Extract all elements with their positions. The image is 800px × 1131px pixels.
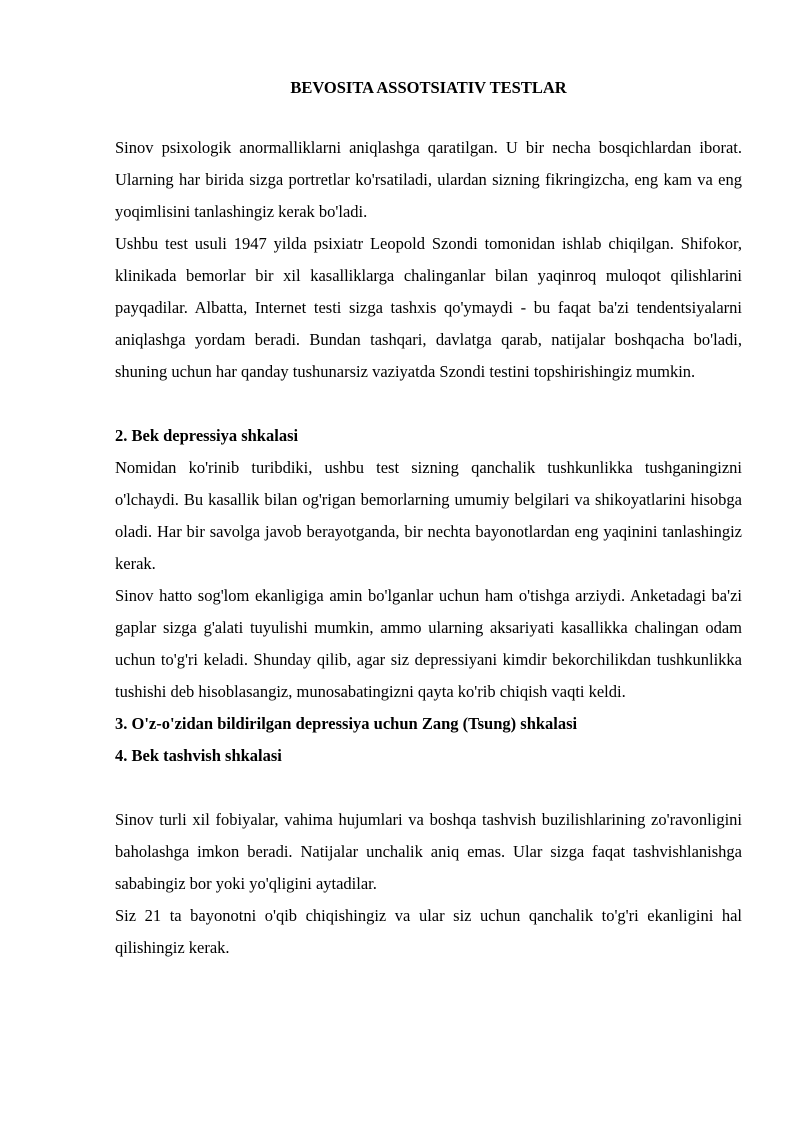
spacer bbox=[115, 772, 742, 804]
beck-depression-paragraph-2: Sinov hatto sog'lom ekanligiga amin bo'lganlar uchun ham o'tishga arziydi. Anketadagi ba'zi gaplar sizga g'alati tuyulishi mumkin, ammo ularning aksariyati kasallikka chalingan odam uchun to'g'ri keladi. Shunday qilib, agar siz depressiyani kimdir bekorchilikdan tushkunlikka tushishi deb hisoblasangiz, munosabatingizni qayta ko'rib chiqish vaqti keldi. bbox=[115, 586, 742, 701]
spacer bbox=[115, 388, 742, 420]
beck-depression-paragraph-1: Nomidan ko'rinib turibdiki, ushbu test sizning qanchalik tushkunlikka tushganingizni o'lchaydi. Bu kasallik bilan og'rigan bemorlarning umumiy belgilari va shikoyatlarini hisobga oladi. Har bir savolga javob berayotganda, bir nechta bayonotlardan eng yaqinini tanlashingiz kerak. bbox=[115, 458, 742, 573]
document-page bbox=[115, 76, 742, 964]
page-title: BEVOSITA ASSOTSIATIV TESTLAR bbox=[290, 78, 567, 97]
section-heading-beck-depression: 2. Bek depressiya shkalasi bbox=[115, 426, 299, 445]
intro-paragraph-2: Ushbu test usuli 1947 yilda psixiatr Leopold Szondi tomonidan ishlab chiqilgan. Shifokor, klinikada bemorlar bir xil kasalliklarga chalinganlar bilan yaqinroq muloqot qilishlarini payqadilar. Albatta, Internet testi sizga tashxis qo'ymaydi - bu faqat ba'zi tendentsiyalarni aniqlashga yordam beradi. Bundan tashqari, davlatga qarab, natijalar boshqacha bo'ladi, shuning uchun har qanday tushunarsiz vaziyatda Szondi testini topshirishingiz mumkin. bbox=[115, 234, 742, 381]
section-heading-zung: 3. O'z-o'zidan bildirilgan depressiya uchun Zang (Tsung) shkalasi bbox=[115, 714, 578, 733]
beck-anxiety-paragraph-2: Siz 21 ta bayonotni o'qib chiqishingiz va ular siz uchun qanchalik to'g'ri ekanligini hal qilishingiz kerak. bbox=[115, 906, 742, 957]
beck-anxiety-paragraph-1: Sinov turli xil fobiyalar, vahima hujumlari va boshqa tashvish buzilishlarining zo'ravonligini baholashga imkon beradi. Natijalar unchalik aniq emas. Ular sizga faqat tashvishlanishga sababingiz bor yoki yo'qligini aytadilar. bbox=[115, 810, 742, 893]
intro-paragraph-1: Sinov psixologik anormalliklarni aniqlashga qaratilgan. U bir necha bosqichlardan iborat. Ularning har birida sizga portretlar ko'rsatiladi, ulardan sizning fikringizcha, eng kam va eng yoqimlisini tanlashingiz kerak bo'ladi. bbox=[115, 138, 742, 221]
section-heading-beck-anxiety: 4. Bek tashvish shkalasi bbox=[115, 746, 282, 765]
